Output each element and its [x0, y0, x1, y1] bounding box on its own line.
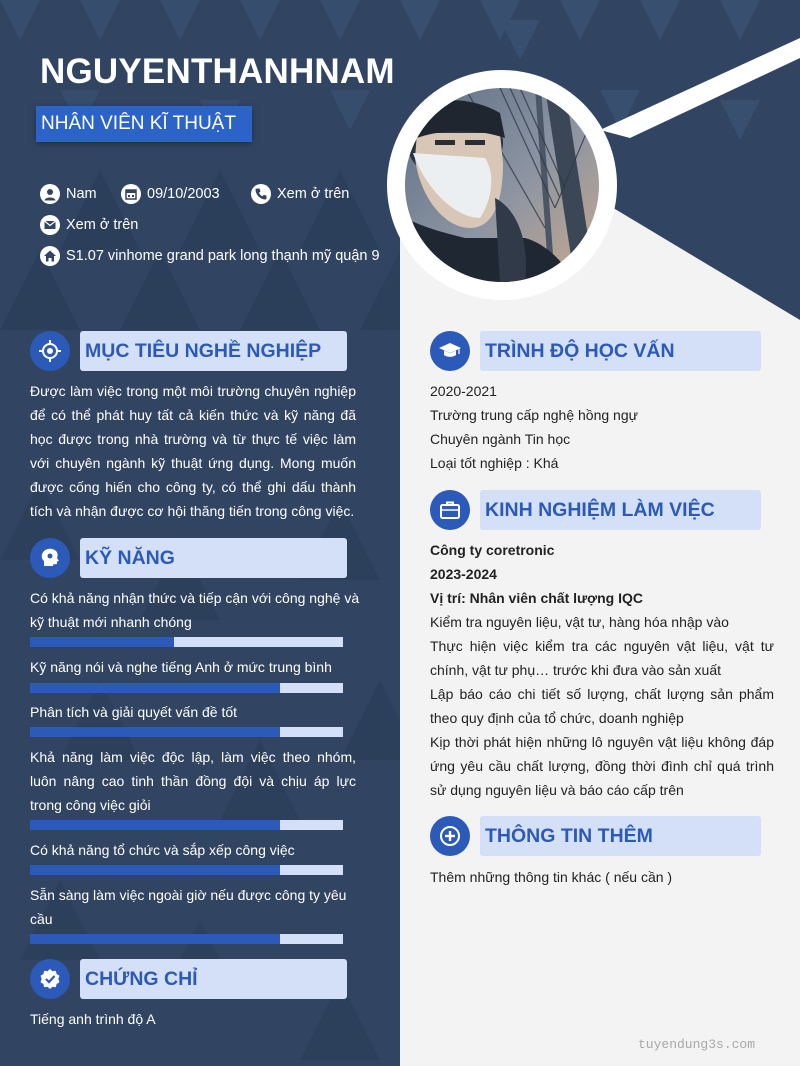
email-row — [40, 215, 138, 235]
skill-label: Khả năng làm việc độc lập, làm việc theo nhóm, luôn nâng cao tinh thần đồng đội và chịu áp lực trong công việc giỏi — [30, 749, 356, 813]
avatar — [405, 88, 599, 282]
user-icon — [40, 184, 60, 204]
target-icon — [30, 331, 70, 371]
experience-duty: Thực hiện việc kiểm tra các nguyên vật liệu, vật tư chính, vật tư phụ… trước khi đưa vào sản xuất — [430, 638, 774, 678]
education-major: Chuyên ngành Tin học — [430, 431, 571, 447]
experience-duty: Kịp thời phát hiện những lô nguyên vật liệu không đáp ứng yêu cầu chất lượng, đồng thời đình chỉ quá trình sử dụng nguyên liệu và báo cáo cấp trên — [430, 734, 774, 798]
birthday-row — [121, 184, 220, 204]
email-icon — [40, 215, 60, 235]
objective-text: Được làm việc trong một môi trường chuyên nghiệp để có thể phát huy tất cả kiến thức và kỹ năng đã học được trong nhà trường và từ thực tế việc làm với chuyên ngành kỹ thuật ứng dụng. Mong muốn được cống hiến cho công ty, có thể ghi dấu thành tích và nhận được cơ hội thăng tiến trong công việc. — [30, 383, 356, 519]
additional-title: THÔNG TIN THÊM — [480, 816, 761, 856]
education-years: 2020-2021 — [430, 383, 497, 399]
skill-label: Sẵn sàng làm việc ngoài giờ nếu được công ty yêu cầu — [30, 887, 347, 927]
skill-level-bar — [30, 865, 343, 875]
experience-company: Công ty coretronic — [430, 542, 555, 558]
job-title-badge: NHÂN VIÊN KĨ THUẬT — [36, 106, 252, 142]
certificates-title: CHỨNG CHỈ — [80, 959, 347, 999]
experience-years: 2023-2024 — [430, 566, 497, 582]
candidate-name: NGUYENTHANHNAM — [40, 52, 395, 91]
skill-level-bar — [30, 637, 343, 647]
education-grade: Loại tốt nghiệp : Khá — [430, 455, 559, 471]
skill-level-fill — [30, 727, 280, 737]
birthday-value: 09/10/2003 — [147, 186, 220, 202]
education-title: TRÌNH ĐỘ HỌC VẤN — [480, 331, 761, 371]
experience-duty: Kiểm tra nguyên liệu, vật tư, hàng hóa nhập vào — [430, 614, 729, 630]
experience-title: KINH NGHIỆM LÀM VIỆC — [480, 490, 761, 530]
skill-level-fill — [30, 637, 174, 647]
graduation-cap-icon — [430, 331, 470, 371]
skill-level-fill — [30, 865, 280, 875]
address-row — [40, 246, 380, 266]
skill-level-bar — [30, 820, 343, 830]
plus-icon — [430, 816, 470, 856]
brain-icon — [30, 538, 70, 578]
skill-label: Phân tích và giải quyết vấn đề tốt — [30, 704, 238, 720]
phone-row — [251, 184, 349, 204]
address-value: S1.07 vinhome grand park long thạnh mỹ quận 9 — [66, 248, 380, 264]
certificate-item: Tiếng anh trình độ A — [30, 1011, 156, 1027]
skill-label: Có khả năng tổ chức và sắp xếp công việc — [30, 842, 295, 858]
education-school: Trường trung cấp nghệ hồng ngự — [430, 407, 638, 423]
calendar-icon — [121, 184, 141, 204]
skill-level-bar — [30, 727, 343, 737]
skill-level-fill — [30, 820, 280, 830]
briefcase-icon — [430, 490, 470, 530]
phone-icon — [251, 184, 271, 204]
phone-value: Xem ở trên — [277, 186, 350, 202]
badge-check-icon — [30, 959, 70, 999]
home-icon — [40, 246, 60, 266]
gender-row — [40, 184, 97, 204]
skill-level-bar — [30, 934, 343, 944]
skill-level-fill — [30, 683, 280, 693]
gender-value: Nam — [66, 186, 97, 202]
email-value: Xem ở trên — [66, 217, 139, 233]
experience-position: Vị trí: Nhân viên chất lượng IQC — [430, 590, 644, 606]
skill-level-bar — [30, 683, 343, 693]
experience-duty: Lập báo cáo chi tiết số lượng, chất lượng sản phẩm theo quy định của tổ chức, doanh nghiệp — [430, 686, 774, 726]
skill-level-fill — [30, 934, 280, 944]
additional-text: Thêm những thông tin khác ( nếu cần ) — [430, 869, 673, 885]
objective-title: MỤC TIÊU NGHỀ NGHIỆP — [80, 331, 347, 371]
skill-label: Kỹ năng nói và nghe tiếng Anh ở mức trung bình — [30, 659, 332, 675]
skill-label: Có khả năng nhận thức và tiếp cận với công nghệ và kỹ thuật mới nhanh chóng — [30, 590, 360, 630]
watermark: tuyendung3s.com — [638, 1037, 756, 1052]
skills-title: KỸ NĂNG — [80, 538, 347, 578]
